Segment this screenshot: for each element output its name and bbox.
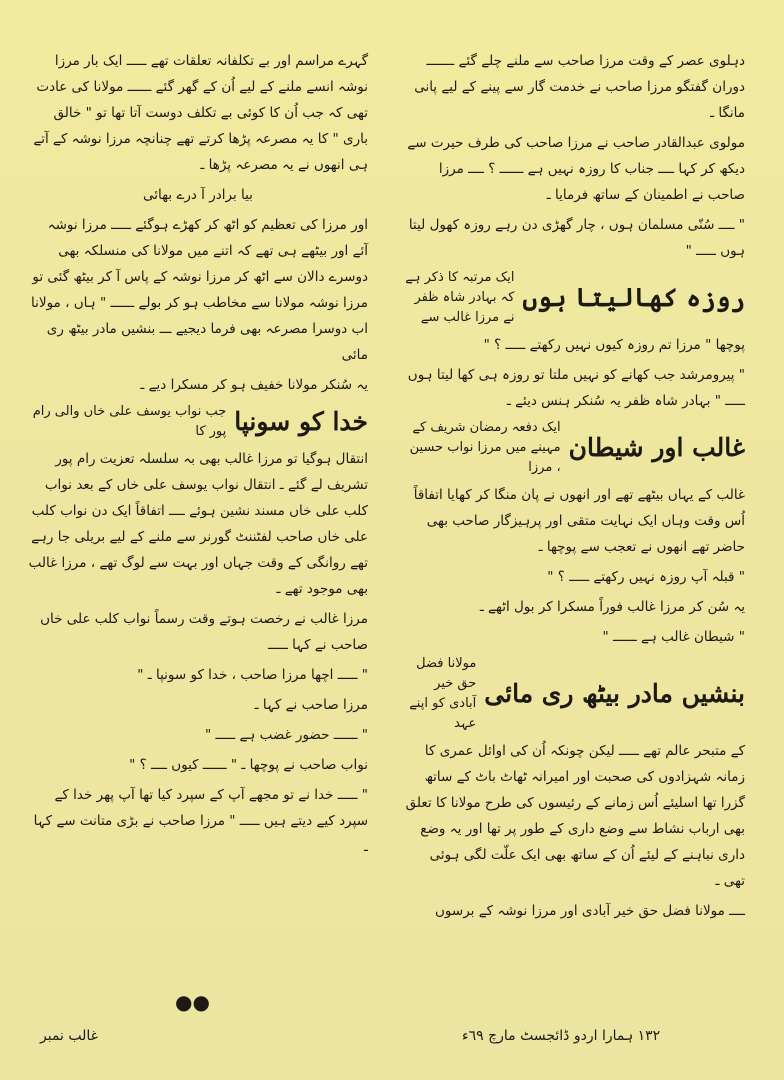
paragraph: ــــ مولانا فضل حق خیر آبادی اور مرزا نوشہ کے برسوں: [435, 903, 745, 919]
paragraph: مرزا غالب نے رخصت ہوتے وقت رسماً نواب کلب علی خاں صاحب نے کہا ـــــ: [40, 611, 368, 653]
paragraph: یہ سُنکر مولانا خفیف ہو کر مسکرا دیے ـ: [140, 377, 368, 393]
paragraph: پوچھا " مرزا تم روزہ کیوں نہیں رکھتے ـــــ ؟ ": [483, 337, 745, 353]
paragraph: دہلوی عصر کے وقت مرزا صاحب سے ملنے چلے گئے ـــــــ دوران گفتگو مرزا صاحب نے خدمت گار سے پینے کے لیے پانی مانگا ـ: [414, 53, 745, 121]
paragraph: مولوی عبدالقادر صاحب نے مرزا صاحب کی طرف حیرت سے دیکھ کر کہا ــــ جناب کا روزہ نہیں ہے ــــــ ؟ ــــ مرزا صاحب نے اطمینان کے ساتھ فرمایا ـ: [407, 135, 745, 203]
paragraph: مرزا صاحب نے کہا ـ: [254, 697, 368, 713]
footer-section-title: غالب نمبر: [40, 1028, 98, 1044]
paragraph: " ــــ سُنّی مسلمان ہوں ، چار گھڑی دن رہے روزہ کھول لیتا ہوں ـــــ ": [408, 217, 745, 259]
heading-lead-text: ایک مرتبہ کا ذکر ہے کہ بہادر شاہ ظفر نے مرزا غالب سے: [405, 270, 515, 325]
paragraph: کے متبحر عالم تھے ـــــ لیکن چونکہ اُن کی اوائل عمری کا زمانہ شہزادوں کی صحبت اور امیرانہ ٹھاٹ باٹ کے ساتھ گزرا تھا اسلیئے اُس زمانے کے رئیسوں کی طرح مولانا کا تعلق بھی ارباب نشاط سے وضع داری کے طور پر تھا اور یہ وضع داری نباہنے کے لیئے اُن کے ساتھ بھی ایک علّت لگی ہوئی تھی ـ: [405, 743, 745, 889]
heading-block-shaitan: [405, 418, 745, 478]
paragraph: " قبلہ آپ روزہ نہیں رکھتے ـــــ ؟ ": [547, 569, 745, 585]
section-heading-khuda: خدا کو سونپا: [234, 407, 368, 436]
verse-line: بیا برادر آ درے بھائی: [143, 187, 253, 203]
paragraph: انتقال ہوگیا تو مرزا غالب بھی بہ سلسلہ تعزیت رام پور تشریف لے گئے ـ انتقال نواب یوسف علی خاں کے بعد نواب کلب علی خاں مسند نشین ہوئے ــــ اتفاقاً ایک دن نواب کلب علی خاں صاحب لفٹننٹ گورنر سے ملنے کے لیے بریلی جا رہے تھے روانگی کے وقت جہاں اور بہت سے لوگ تھے ، مرزا غالب بھی موجود تھے ـ: [28, 451, 368, 597]
paragraph: یہ سُن کر مرزا غالب فوراً مسکرا کر بول اٹھے ـ: [479, 599, 745, 615]
heading-lead-text: جب نواب یوسف علی خاں والی رام پور کا: [32, 404, 227, 439]
paragraph: " شیطان غالب ہے ــــــ ": [602, 629, 745, 645]
heading-block-mai: [405, 654, 745, 734]
footer-page-info: ١٣٢ ہمارا اردو ڈائجسٹ مارچ ٦٩ء: [462, 1028, 661, 1044]
paragraph: غالب کے یہاں بیٹھے تھے اور انھوں نے پان منگا کر کھایا اتفاقاً اُس وقت وہاں ایک نہایت متقی اور پرہیزگار صاحب بھی حاضر تھے انھوں نے تعجب سے پوچھا ـ: [413, 487, 745, 555]
section-heading-shaitan: غالب اور شیطان: [568, 433, 745, 462]
left-column: [28, 48, 368, 998]
right-column: [405, 48, 745, 998]
paragraph: اور مرزا کی تعظیم کو اٹھ کر کھڑے ہوگئے ـــــ مرزا نوشہ آئے اور بیٹھے ہی تھے کہ اتنے میں مولانا کی منسلکہ بھی دوسرے دالان سے اٹھ کر مرزا نوشہ کے پاس آ کر بیٹھ گئی تو مرزا نوشہ مولانا سے مخاطب ہو کر بولے ــــــ " ہاں ، مولانا اب دوسرا مصرعہ بھی فرما دیجیے ـــ بنشیں مادر بیٹھ ری مائی: [31, 217, 368, 363]
paragraph: گہرے مراسم اور بے تکلفانہ تعلقات تھے ـــــ ایک بار مرزا نوشہ انسے ملنے کے لیے اُن کے گھر گئے ــــــ مولانا کی عادت تھی کہ جب اُن کا کوئی بے تکلف دوست آتا تھا تو " خالق باری " کا یہ مصرعہ پڑھا کرتے تھے چنانچہ مرزا نوشہ کے آتے ہی انھوں نے یہ مصرعہ پڑھا ـ: [33, 53, 368, 173]
section-heading-mai: بنشیں مادر بیٹھ ری مائی: [484, 679, 745, 708]
end-mark: ●●: [175, 990, 210, 1014]
section-heading-roza: روزہ کھالیتا ہوں: [522, 283, 745, 312]
heading-block-roza: [405, 268, 745, 328]
paragraph: " ــــــ حضور غضب ہے ـــــ ": [204, 727, 368, 743]
heading-block-khuda: [28, 402, 368, 442]
paragraph: " پیرومرشد جب کھانے کو نہیں ملتا تو روزہ ہی کھا لیتا ہوں ـــــ " بہادر شاہ ظفر یہ سُنکر ہنس دیئے ـ: [407, 367, 745, 409]
paragraph: نواب صاحب نے پوچھا ـ " ــــــ کیوں ــــ ؟ ": [129, 757, 368, 773]
paragraph: " ـــــ خدا نے تو مجھے آپ کے سپرد کیا تھا آپ پھر خدا کے سپرد کیے دیتے ہیں ـــــ " مرزا صاحب نے بڑی متانت سے کہا ـ: [33, 787, 368, 855]
heading-lead-text: ایک دفعہ رمضان شریف کے مہینے میں مرزا نواب حسین ، مرزا: [409, 420, 561, 475]
heading-lead-text: مولانا فضل حق خیر آبادی کو اپنے عہد: [409, 656, 477, 731]
paragraph: " ـــــ اچھا مرزا صاحب ، خدا کو سونپا ـ ": [137, 667, 368, 683]
